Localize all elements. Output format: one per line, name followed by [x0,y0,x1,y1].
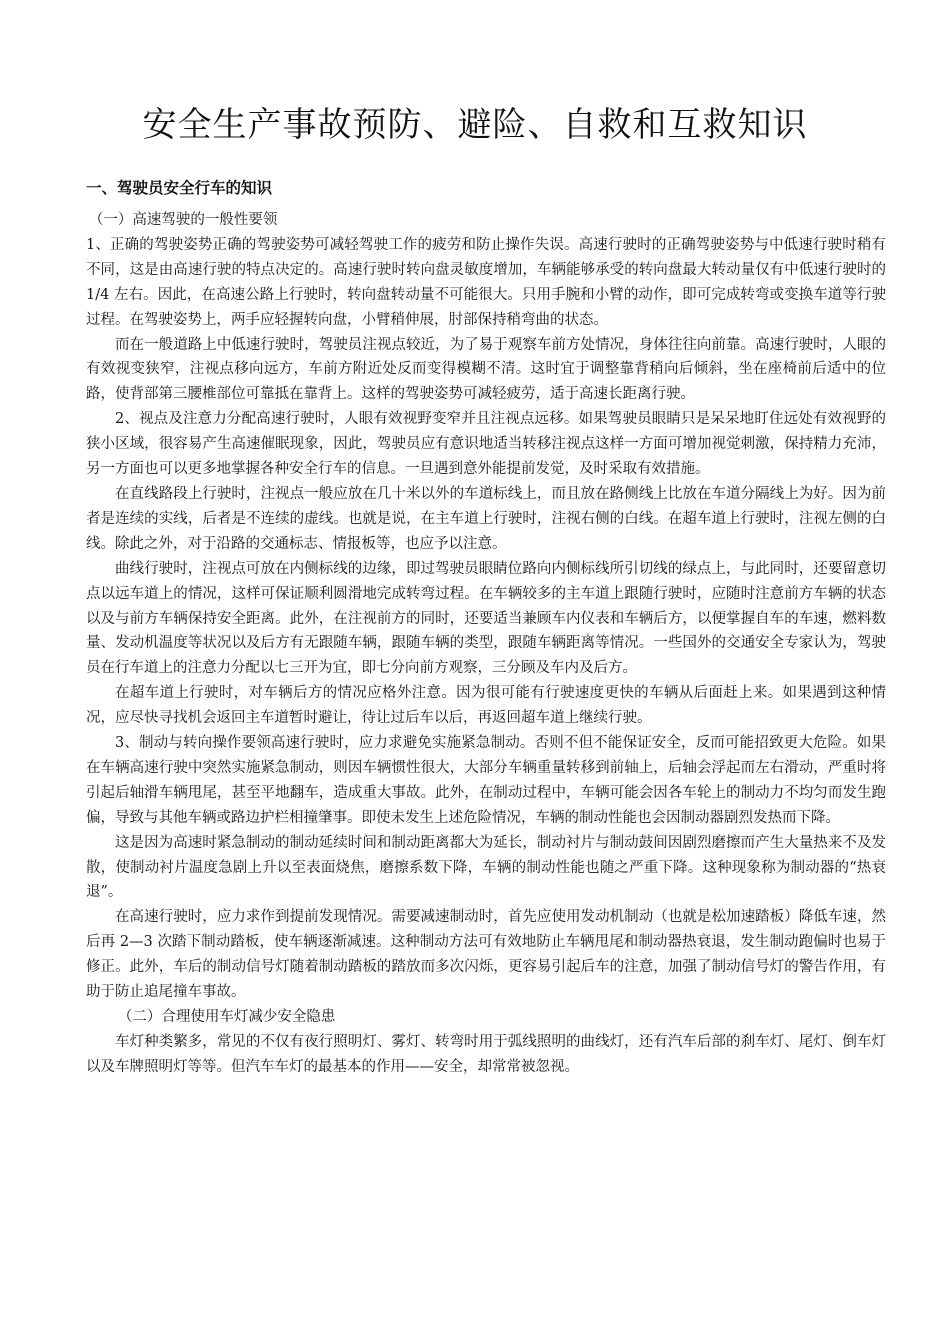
paragraph: 1、正确的驾驶姿势正确的驾驶姿势可减轻驾驶工作的疲劳和防止操作失误。高速行驶时的正确驾驶姿势与中低速行驶时稍有不同，这是由高速行驶的特点决定的。高速行驶时转向盘灵敏度增加，车辆能够承受的转向盘最大转动量仅有中低速行驶时的 1/4 左右。因此，在高速公路上行驶时，转向盘转动量不可能很大。只用手腕和小臂的动作，即可完成转弯或变换车道等行驶过程。在驾驶姿势上，两手应轻握转向盘，小臂稍伸展，肘部保持稍弯曲的状态。 [86,236,886,328]
paragraph: 3、制动与转向操作要领高速行驶时，应力求避免实施紧急制动。否则不但不能保证安全，反而可能招致更大危险。如果在车辆高速行驶中突然实施紧急制动，则因车辆惯性很大，大部分车辆重量转移到前轴上，后轴会浮起而左右滑动，严重时将引起后轴滑车辆甩尾，甚至平地翻车，造成重大事故。此外，在制动过程中，车辆可能会因各车轮上的制动力不均匀而发生跑偏，导致与其他车辆或路边护栏相撞肇事。即使未发生上述危险情况，车辆的制动性能也会因制动器剧烈发热而下降。 [86,735,886,826]
paragraph: 在超车道上行驶时，对车辆后方的情况应格外注意。因为很可能有行驶速度更快的车辆从后面赶上来。如果遇到这种情况，应尽快寻找机会返回主车道暂时避让，待让过后车以后，再返回超车道上继续行驶。 [86,685,886,727]
paragraph: 而在一般道路上中低速行驶时，驾驶员注视点较近，为了易于观察车前方处情况，身体往往向前靠。高速行驶时，人眼的有效视变狭窄，注视点移向远方，车前方附近处反而变得模糊不清。这时宜于调整靠背稍向后倾斜，坐在座椅前后适中的位路，使背部第三腰椎部位可靠抵在靠背上。这样的驾驶姿势可减轻疲劳，适于高速长距离行驶。 [86,336,886,403]
paragraph: 曲线行驶时，注视点可放在内侧标线的边缘，即过驾驶员眼睛位路向内侧标线所引切线的绿点上，与此同时，还要留意切点以远车道上的情况，这样可保证顺利圆滑地完成转弯过程。在车辆较多的主车道上跟随行驶时，应随时注意前方车辆的状态以及与前方车辆保持安全距离。此外，在注视前方的同时，还要适当兼顾车内仪表和车辆后方，以便掌握自车的车速，燃料数量、发动机温度等状况以及后方有无跟随车辆，跟随车辆的类型，跟随车辆距离等情况。一些国外的交通安全专家认为，驾驶员在行车道上的注意力分配以七三开为宜，即七分向前方观察，三分顾及车内及后方。 [86,560,886,677]
paragraph: 这是因为高速时紧急制动的制动延续时间和制动距离都大为延长，制动衬片与制动鼓间因剧烈磨擦而产生大量热来不及发散，使制动衬片温度急剧上升以至表面烧焦，磨擦系数下降，车辆的制动性能也随之严重下降。这种现象称为制动器的“热衰退”。 [86,834,886,901]
section-heading: 一、驾驶员安全行车的知识 [86,179,273,197]
paragraph: 在直线路段上行驶时，注视点一般应放在几十米以外的车道标线上，而且放在路侧线上比放在车道分隔线上为好。因为前者是连续的实线，后者是不连续的虚线。也就是说，在主车道上行驶时，注视右侧的白线。在超车道上行驶时，注视左侧的白线。除此之外，对于沿路的交通标志、情报板等，也应予以注意。 [86,485,886,552]
paragraph: 2、视点及注意力分配高速行驶时，人眼有效视野变窄并且注视点远移。如果驾驶员眼睛只是呆呆地盯住远处有效视野的狭小区域，很容易产生高速催眠现象，因此，驾驶员应有意识地适当转移注视点这样一方面可增加视觉刺激，保持精力充沛，另一方面也可以更多地掌握各种安全行车的信息。一旦遇到意外能提前发觉，及时采取有效措施。 [86,411,886,478]
subsection-heading: （二）合理使用车灯减少安全隐患 [117,1009,336,1025]
paragraph: 在高速行驶时，应力求作到提前发现情况。需要减速制动时，首先应使用发动机制动（也就是松加速踏板）降低车速，然后再 2—3 次踏下制动踏板，使车辆逐渐减速。这种制动方法可有效地防止车辆甩尾和制动器热衰退，发生制动跑偏时也易于修正。此外，车后的制动信号灯随着制动踏板的踏放而多次闪烁，更容易引起后车的注意，加强了制动信号灯的警告作用，有助于防止追尾撞车事故。 [86,909,886,1001]
page-title: 安全生产事故预防、避险、自救和互救知识 [142,105,808,145]
paragraph: 车灯种类繁多，常见的不仅有夜行照明灯、雾灯、转弯时用于弧线照明的曲线灯，还有汽车后部的刹车灯、尾灯、倒车灯以及车牌照明灯等等。但汽车车灯的最基本的作用——安全，却常常被忽视。 [86,1033,886,1075]
subsection-heading: （一）高速驾驶的一般性要领 [88,212,278,228]
document-body [86,208,886,1080]
